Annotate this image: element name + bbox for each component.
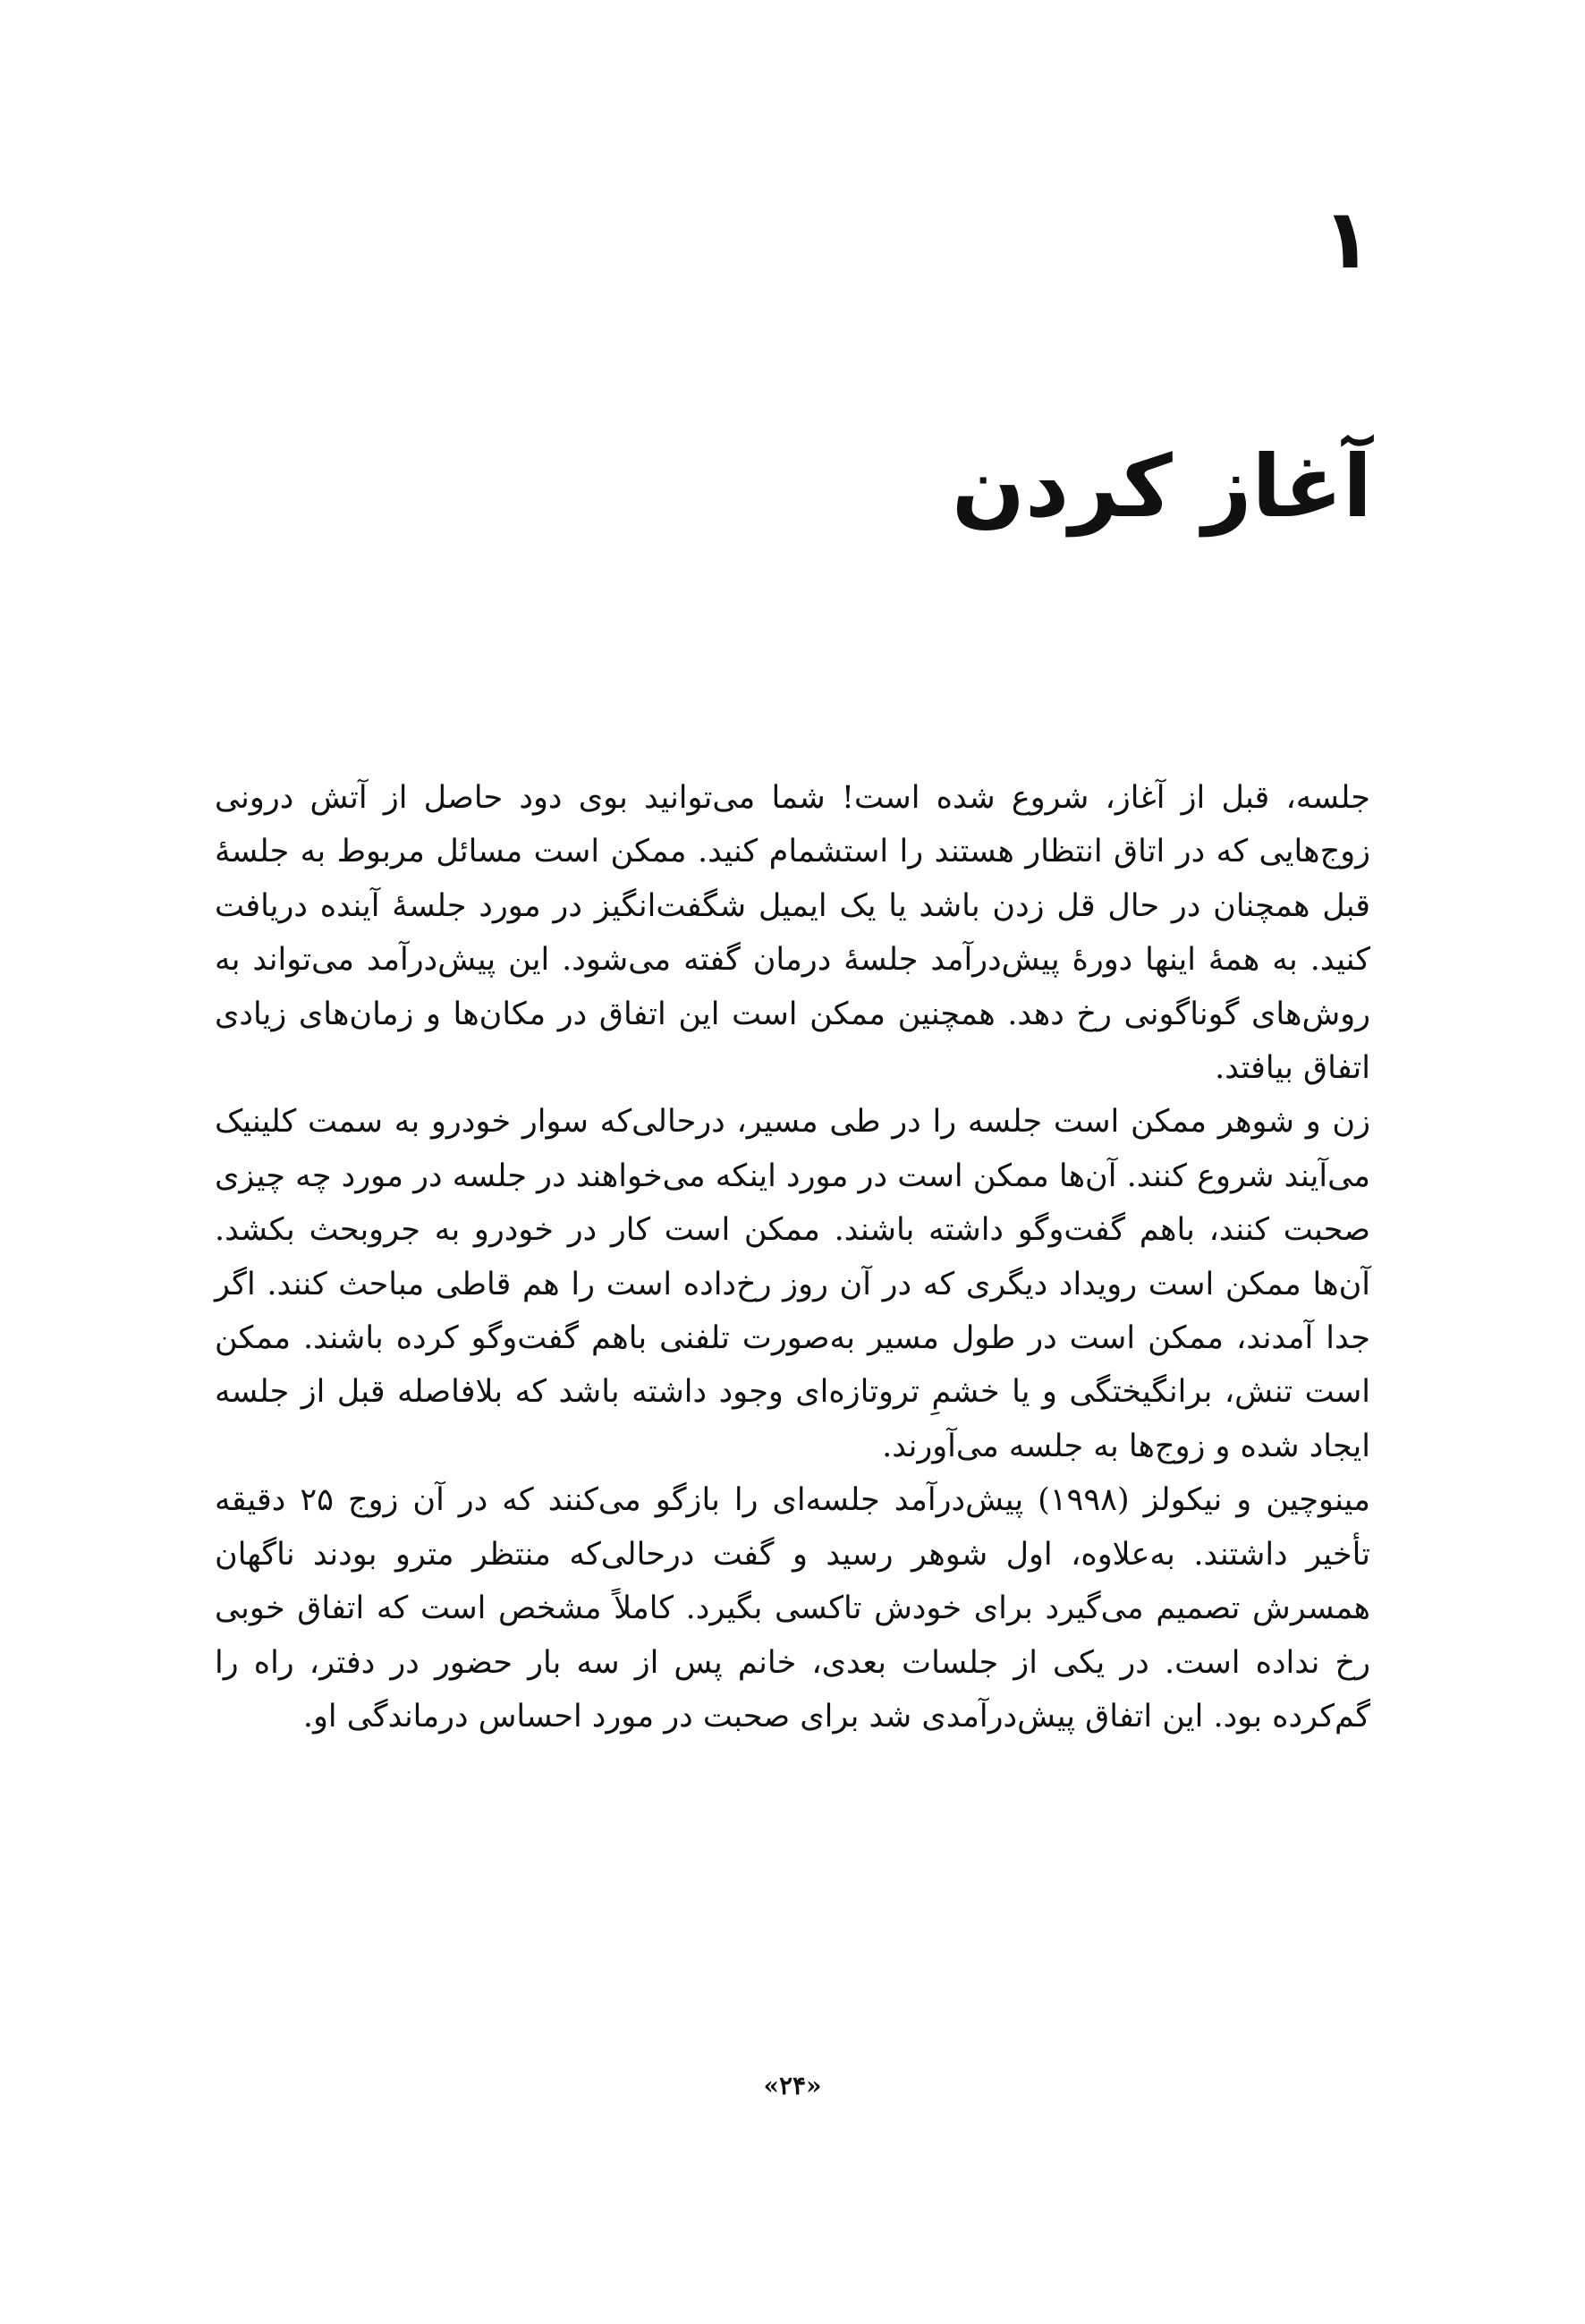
chapter-number: ۱ [1321, 191, 1372, 287]
chapter-title: آغاز کردن [952, 437, 1372, 537]
paragraph-2: زن و شوهر ممکن است جلسه را در طی مسیر، درحالی‌که سوار خودرو به سمت کلینیک می‌آیند شروع کنند. آن‌ها ممکن است در مورد اینکه می‌خواهند در جلسه در مورد چه چیزی صحبت کنند، باهم گفت‌وگو داشته باشند. ممکن است کار در خودرو به جروبحث بکشد. آن‌ها ممکن است رویداد دیگری که در آن روز رخ‌داده است را هم قاطی مباحث کنند. اگر جدا آمدند، ممکن است در طول مسیر به‌صورت تلفنی باهم گفت‌وگو کرده باشند. ممکن است تنش، برانگیختگی و یا خشمِ تروتازه‌ای وجود داشته باشد که بلافاصله قبل از جلسه ایجاد شده و زوج‌ها به جلسه می‌آورند. [215, 1104, 1370, 1464]
paragraph-3: مینوچین و نیکولز (۱۹۹۸) پیش‌درآمد جلسه‌ای را بازگو می‌کنند که در آن زوج ۲۵ دقیقه تأخیر داشتند. به‌علاوه، اول شوهر رسید و گفت درحالی‌که منتظر مترو بودند ناگهان همسرش تصمیم می‌گیرد برای خودش تاکسی بگیرد. کاملاً مشخص است که اتفاق خوبی رخ نداده است. در یکی از جلسات بعدی، خانم پس از سه بار حضور در دفتر، راه را گم‌کرده بود. این اتفاق پیش‌درآمدی شد برای صحبت در مورد احساس درماندگی او. [215, 1482, 1370, 1735]
paragraph-1: جلسه، قبل از آغاز، شروع شده است! شما می‌توانید بوی دود حاصل از آتش درونی زوج‌هایی که در اتاق انتظار هستند را استشمام کنید. ممکن است مسائل مربوط به جلسهٔ قبل همچنان در حال قل زدن باشد یا یک ایمیل شگفت‌انگیز در مورد جلسهٔ آینده دریافت کنید. به همهٔ اینها دورهٔ پیش‌درآمد جلسهٔ درمان گفته می‌شود. این پیش‌درآمد می‌تواند به روش‌های گوناگونی رخ دهد. همچنین ممکن است این اتفاق در مکان‌ها و زمان‌های زیادی اتفاق بیافتد. [215, 780, 1370, 1087]
body-text [215, 771, 1370, 1743]
page-number: «۲۴» [763, 2071, 822, 2100]
